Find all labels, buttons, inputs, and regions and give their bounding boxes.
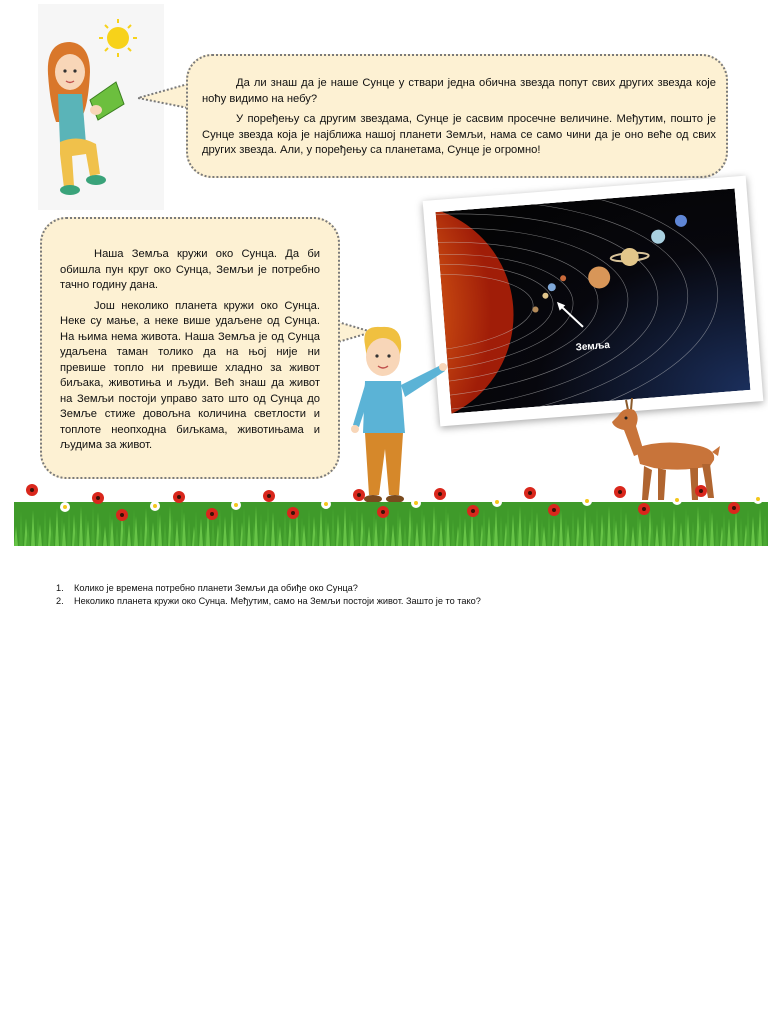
poppy-flower bbox=[695, 485, 707, 497]
bubble-top-tail bbox=[136, 78, 190, 116]
solar-system-photo-frame bbox=[423, 176, 764, 427]
bubble-top-paragraph-1: Да ли знаш да је наше Сунце у ствари једна обична звезда попут свих других звезда које ноћу видимо на небу? bbox=[202, 77, 716, 105]
question-item bbox=[56, 582, 756, 595]
daisy-flower bbox=[321, 499, 331, 509]
grass-flowers-border bbox=[14, 474, 768, 546]
questions-list bbox=[56, 582, 756, 608]
question-item bbox=[56, 595, 756, 608]
poppy-flower bbox=[116, 509, 128, 521]
bubble-left-paragraph-1: Наша Земља кружи око Сунца. Да би обишла пун круг око Сунца, Земљи је потребно тачно годину дана. bbox=[60, 248, 320, 291]
poppy-flower bbox=[548, 504, 560, 516]
speech-bubble-girl bbox=[186, 54, 728, 178]
poppy-flower bbox=[638, 503, 650, 515]
poppy-flower bbox=[173, 491, 185, 503]
solar-system-image bbox=[436, 189, 751, 414]
question-number: 1. bbox=[56, 583, 64, 593]
daisy-flower bbox=[582, 496, 592, 506]
daisy-flower bbox=[231, 500, 241, 510]
daisy-flower bbox=[753, 494, 763, 504]
poppy-flower bbox=[353, 489, 365, 501]
question-number: 2. bbox=[56, 596, 64, 606]
poppy-flower bbox=[287, 507, 299, 519]
question-text: Колико је времена потребно планети Земљи да обиђе око Сунца? bbox=[74, 583, 358, 593]
poppy-flower bbox=[434, 488, 446, 500]
question-text: Неколико планета кружи око Сунца. Међутим, само на Земљи постоји живот. Зашто је то тако? bbox=[74, 596, 481, 606]
bubble-left-paragraph-2: Још неколико планета кружи око Сунца. Неке су мање, а неке више удаљене од Сунца. На њима нема живота. Наша Земља је од Сунца удаљена таман толико да на њој није ни превише топло ни превише хладно за живот биљака, животиња и људи. Већ знаш да живот на Земљи постоји управо зато што од Сунца до Земље стиже довољна количина светлости и топлоте неопходна биљкама, животињама и људима за живот. bbox=[60, 299, 320, 451]
poppy-flower bbox=[728, 502, 740, 514]
earth-label: Земља bbox=[575, 339, 611, 354]
daisy-flower bbox=[492, 497, 502, 507]
poppy-flower bbox=[614, 486, 626, 498]
poppy-flower bbox=[26, 484, 38, 496]
bubble-top-paragraph-2: У поређењу са другим звездама, Сунце је сасвим просечне величине. Међутим, пошто је Сунце звезда која је најближа нашој планети Земљи, нама се само чини да је оно веће од свих других звезда. Али, у поређењу са планетама, Сунце је огромно! bbox=[202, 113, 716, 156]
daisy-flower bbox=[411, 498, 421, 508]
speech-bubble-boy bbox=[40, 217, 340, 479]
daisy-flower bbox=[150, 501, 160, 511]
daisy-flower bbox=[60, 502, 70, 512]
poppy-flower bbox=[263, 490, 275, 502]
poppy-flower bbox=[467, 505, 479, 517]
poppy-flower bbox=[377, 506, 389, 518]
poppy-flower bbox=[92, 492, 104, 504]
daisy-flower bbox=[672, 495, 682, 505]
poppy-flower bbox=[524, 487, 536, 499]
poppy-flower bbox=[206, 508, 218, 520]
